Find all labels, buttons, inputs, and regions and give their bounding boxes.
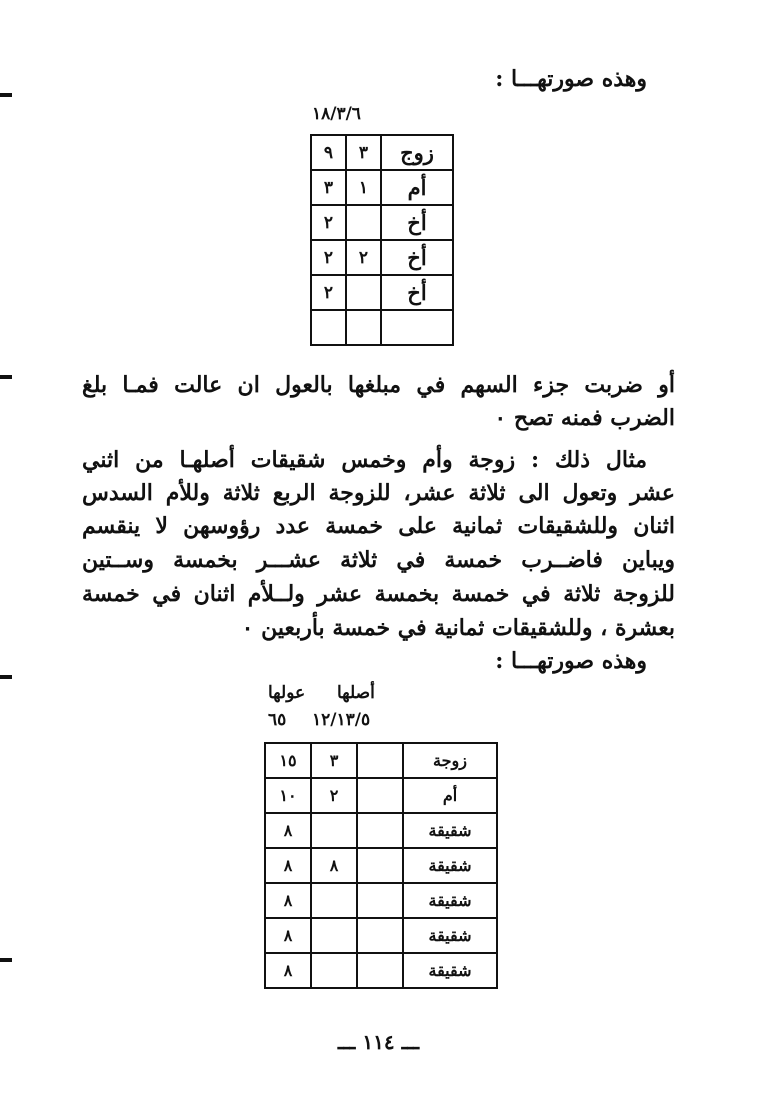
table-row xyxy=(311,240,453,275)
table-cell: ٨ xyxy=(265,918,311,953)
table-cell-name: أخ xyxy=(381,275,453,310)
table-cell xyxy=(311,918,357,953)
table-row xyxy=(265,848,497,883)
table-cell-name: أم xyxy=(381,170,453,205)
table-cell: ٨ xyxy=(265,883,311,918)
paragraph-line: عشر وتعول الى ثلاثة عشر، للزوجة الربع ثلاثة وللأم السدس xyxy=(82,480,675,506)
paragraph-line: الضرب فمنه تصح ٠ xyxy=(494,405,675,431)
table-cell-name: شقيقة xyxy=(403,883,497,918)
table-cell: ٩ xyxy=(311,135,346,170)
paragraph-line: أو ضربت جزء السهم في مبلغها بالعول ان عالت فمـا بلغ xyxy=(82,372,675,398)
table-cell: ٨ xyxy=(311,848,357,883)
table-cell-name: شقيقة xyxy=(403,813,497,848)
table-2-label-awl: عولها xyxy=(268,683,306,703)
margin-mark xyxy=(0,958,12,962)
table-cell-name xyxy=(381,310,453,345)
page-number: ـــ ١١٤ ـــ xyxy=(337,1030,420,1054)
table-cell: ١ xyxy=(346,170,381,205)
table-row xyxy=(311,275,453,310)
table-2 xyxy=(264,742,498,989)
table-row xyxy=(265,813,497,848)
table-cell: ٢ xyxy=(311,205,346,240)
table-cell-name: أم xyxy=(403,778,497,813)
table-2-header-total: ٦٥ xyxy=(268,710,287,730)
table-row xyxy=(265,743,497,778)
paragraph-line: للزوجة ثلاثة في خمسة بخمسة عشر ولــلأم اثنان في خمسة xyxy=(82,581,676,607)
table-cell-name: زوج xyxy=(381,135,453,170)
paragraph-line: بعشرة ، وللشقيقات ثمانية في خمسة بأربعين ٠ xyxy=(241,615,675,641)
paragraph-line: ويباين فاضــرب خمسة في ثلاثة عشـــر بخمسة وســتين xyxy=(82,547,675,573)
table-cell-name: شقيقة xyxy=(403,918,497,953)
margin-mark xyxy=(0,93,12,97)
table-row xyxy=(311,170,453,205)
table-cell: ٢ xyxy=(346,240,381,275)
table-cell: ٨ xyxy=(265,848,311,883)
table-cell xyxy=(346,205,381,240)
table-cell-name: زوجة xyxy=(403,743,497,778)
table-cell xyxy=(357,953,403,988)
table-cell-name: شقيقة xyxy=(403,953,497,988)
table-cell: ١٥ xyxy=(265,743,311,778)
table-cell-name: شقيقة xyxy=(403,848,497,883)
table-cell xyxy=(346,275,381,310)
table-cell-name: أخ xyxy=(381,240,453,275)
table-cell xyxy=(357,778,403,813)
table-row xyxy=(265,918,497,953)
table-cell: ٢ xyxy=(311,240,346,275)
table-cell xyxy=(357,848,403,883)
table-cell xyxy=(311,310,346,345)
table-cell xyxy=(357,918,403,953)
paragraph-line: اثنان وللشقيقات ثمانية على خمسة عدد رؤوسهن لا ينقسم xyxy=(82,513,675,539)
table-1-header-label: ١٨/٣/٦ xyxy=(312,104,361,124)
table-cell: ٣ xyxy=(346,135,381,170)
heading-2: وهذه صورتهـــا : xyxy=(495,648,647,674)
table-row xyxy=(265,953,497,988)
table-cell xyxy=(311,813,357,848)
table-cell: ١٠ xyxy=(265,778,311,813)
table-cell: ٢ xyxy=(311,778,357,813)
table-cell: ٢ xyxy=(311,275,346,310)
table-row xyxy=(311,310,453,345)
paragraph-line: مثال ذلك : زوجة وأم وخمس شقيقات أصلهـا من اثني xyxy=(82,447,647,473)
table-cell: ٨ xyxy=(265,953,311,988)
table-cell xyxy=(346,310,381,345)
margin-mark xyxy=(0,675,12,679)
table-cell: ٨ xyxy=(265,813,311,848)
table-row xyxy=(265,778,497,813)
table-cell: ٣ xyxy=(311,170,346,205)
table-cell xyxy=(357,743,403,778)
table-2-header-values: ١٢/١٣/٥ xyxy=(312,710,371,730)
table-row xyxy=(265,883,497,918)
table-cell xyxy=(311,883,357,918)
table-1 xyxy=(310,134,454,346)
table-row xyxy=(311,205,453,240)
heading-1: وهذه صورتهـــا : xyxy=(495,66,647,92)
table-cell-name: أخ xyxy=(381,205,453,240)
table-cell xyxy=(357,813,403,848)
table-cell xyxy=(357,883,403,918)
table-cell xyxy=(311,953,357,988)
table-cell: ٣ xyxy=(311,743,357,778)
table-2-label-asl: أصلها xyxy=(337,683,375,703)
table-row xyxy=(311,135,453,170)
margin-mark xyxy=(0,375,12,379)
